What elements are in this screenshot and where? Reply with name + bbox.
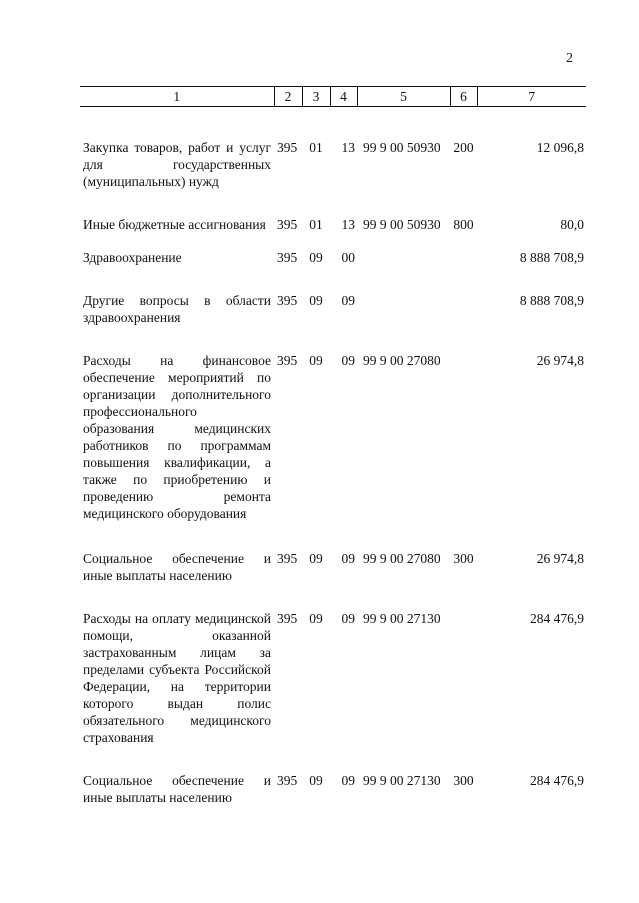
cell-name: Социальное обеспечение и иные выплаты населению: [83, 772, 271, 805]
table-row: [80, 216, 586, 233]
cell-grbs: 395: [277, 249, 298, 265]
cell-csr: [357, 249, 450, 266]
cell-csr: 99 9 00 27080: [363, 550, 441, 566]
cell-amount: 12 096,8: [536, 139, 584, 155]
cell-grbs: 395: [277, 610, 298, 626]
page-number: 2: [566, 51, 573, 66]
table-row: [80, 139, 586, 190]
cell-name: Другие вопросы в области здравоохранения: [83, 292, 271, 325]
cell-rz: 09: [309, 292, 323, 308]
cell-pr: 09: [341, 772, 355, 788]
cell-pr: 13: [341, 216, 355, 232]
table-row: [80, 249, 586, 266]
cell-amount: 8 888 708,9: [519, 249, 584, 265]
row-spacer: [80, 584, 586, 610]
cell-name: Социальное обеспечение и иные выплаты населению: [83, 550, 271, 583]
cell-vr: [450, 292, 477, 326]
column-header: 6: [450, 87, 477, 107]
cell-csr: 99 9 00 27080: [363, 352, 441, 368]
table-row: [80, 610, 586, 746]
cell-rz: 09: [309, 772, 323, 788]
cell-vr: [450, 352, 477, 522]
row-spacer: [80, 522, 586, 550]
column-header: 1: [80, 87, 274, 107]
cell-amount: 80,0: [560, 216, 584, 232]
column-header: 3: [302, 87, 330, 107]
cell-amount: 26 974,8: [536, 550, 584, 566]
cell-pr: 09: [341, 610, 355, 626]
cell-grbs: 395: [277, 292, 298, 308]
cell-csr: 99 9 00 27130: [363, 772, 441, 788]
cell-rz: 09: [309, 352, 323, 368]
cell-amount: 26 974,8: [536, 352, 584, 368]
table-row: [80, 292, 586, 326]
cell-amount: 284 476,9: [530, 610, 584, 626]
cell-name: Иные бюджетные ассигнования: [83, 216, 266, 232]
row-spacer: [80, 190, 586, 216]
table-header-row: [80, 87, 586, 107]
cell-vr: 200: [453, 139, 474, 155]
row-spacer: [80, 233, 586, 249]
cell-rz: 01: [309, 139, 323, 155]
cell-pr: 13: [341, 139, 355, 155]
cell-pr: 09: [341, 292, 355, 308]
cell-grbs: 395: [277, 550, 298, 566]
cell-pr: 09: [341, 550, 355, 566]
cell-rz: 09: [309, 550, 323, 566]
cell-name: Расходы на оплату медицинской помощи, оказанной застрахованным лицам за пределами субъекта Российской Федерации, на территории которого выдан полис обязательного медицинского страхования: [83, 610, 271, 745]
cell-grbs: 395: [277, 772, 298, 788]
table-row: [80, 772, 586, 806]
row-spacer: [80, 266, 586, 292]
cell-csr: 99 9 00 27130: [363, 610, 441, 626]
column-header: 7: [477, 87, 586, 107]
cell-vr: 300: [453, 772, 474, 788]
table-row: [80, 352, 586, 522]
column-header: 5: [357, 87, 450, 107]
column-header: 4: [330, 87, 357, 107]
cell-name: Закупка товаров, работ и услуг для государственных (муниципальных) нужд: [83, 139, 271, 189]
cell-rz: 01: [309, 216, 323, 232]
cell-vr: 800: [453, 216, 474, 232]
cell-pr: 09: [341, 352, 355, 368]
cell-csr: 99 9 00 50930: [363, 139, 441, 155]
cell-csr: [357, 292, 450, 326]
cell-vr: [450, 249, 477, 266]
cell-grbs: 395: [277, 216, 298, 232]
cell-name: Расходы на финансовое обеспечение мероприятий по организации дополнительного профессионального образования медицинских работников по программам повышения квалификации, а также по приобретению и проведению ремонта медицинского оборудования: [83, 352, 271, 521]
table-row: [80, 550, 586, 584]
cell-pr: 00: [341, 249, 355, 265]
cell-csr: 99 9 00 50930: [363, 216, 441, 232]
budget-table: [80, 86, 586, 806]
cell-amount: 8 888 708,9: [519, 292, 584, 308]
row-spacer: [80, 326, 586, 352]
cell-name: Здравоохранение: [83, 249, 182, 265]
row-spacer: [80, 746, 586, 772]
cell-vr: [450, 610, 477, 746]
cell-grbs: 395: [277, 352, 298, 368]
cell-amount: 284 476,9: [530, 772, 584, 788]
table-body: [80, 107, 586, 806]
cell-vr: 300: [453, 550, 474, 566]
cell-rz: 09: [309, 249, 323, 265]
row-spacer: [80, 107, 586, 139]
cell-grbs: 395: [277, 139, 298, 155]
column-header: 2: [274, 87, 302, 107]
cell-rz: 09: [309, 610, 323, 626]
